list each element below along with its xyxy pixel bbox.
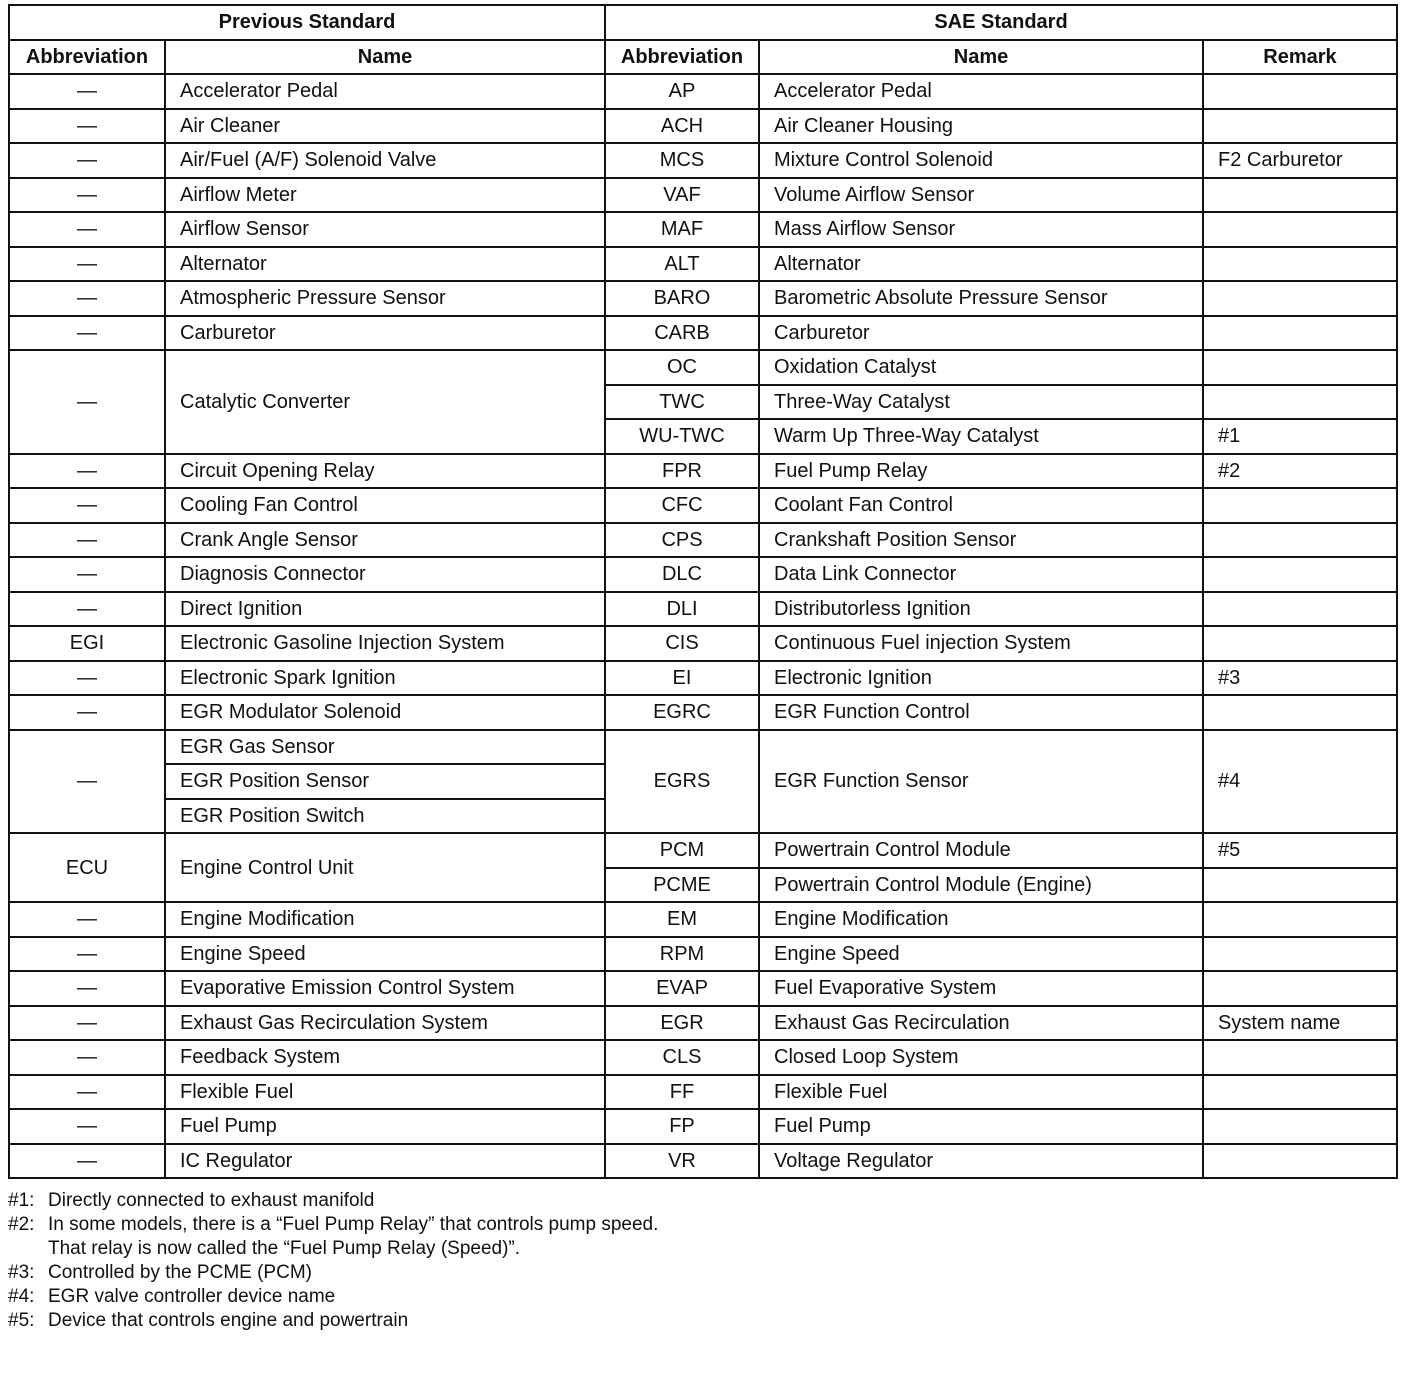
footnotes [8,1189,1396,1333]
remark-cell: #4 [1203,730,1397,834]
sae-name-cell: Alternator [759,247,1203,282]
table-row [9,488,1397,523]
prev-name-cell: Fuel Pump [165,1109,605,1144]
remark-cell: F2 Carburetor [1203,143,1397,178]
table-row [9,557,1397,592]
remark-cell [1203,695,1397,730]
table-row [9,1144,1397,1179]
sae-name-cell: Voltage Regulator [759,1144,1203,1179]
table-row [9,626,1397,661]
sae-name-cell: Mixture Control Solenoid [759,143,1203,178]
prev-abbreviation-cell: ECU [9,833,165,902]
footnote-tag: #2: [8,1214,35,1235]
prev-abbreviation-cell: — [9,178,165,213]
prev-name-cell: Alternator [165,247,605,282]
footnote [8,1261,1396,1285]
remark-cell [1203,1040,1397,1075]
footnote-tag: #4: [8,1286,35,1307]
sae-name-cell: Barometric Absolute Pressure Sensor [759,281,1203,316]
prev-name-cell: Atmospheric Pressure Sensor [165,281,605,316]
footnote-tag: #3: [8,1262,35,1283]
sae-name-cell: Continuous Fuel injection System [759,626,1203,661]
prev-name-cell: Exhaust Gas Recirculation System [165,1006,605,1041]
footnote-text: Controlled by the PCME (PCM) [48,1262,312,1283]
prev-name-header: Name [165,40,605,75]
footnote-text: In some models, there is a “Fuel Pump Relay” that controls pump speed. [48,1214,659,1235]
sae-abbreviation-cell: FP [605,1109,759,1144]
table-row [9,143,1397,178]
sae-name-cell: Coolant Fan Control [759,488,1203,523]
prev-name-cell: Feedback System [165,1040,605,1075]
sae-name-cell: Engine Speed [759,937,1203,972]
sae-name-cell: Oxidation Catalyst [759,350,1203,385]
prev-abbreviation-cell: — [9,523,165,558]
prev-name-cell: Accelerator Pedal [165,74,605,109]
table-row [9,730,1397,765]
table-row [9,316,1397,351]
table-row [9,281,1397,316]
remark-cell [1203,109,1397,144]
sae-name-cell: Mass Airflow Sensor [759,212,1203,247]
sae-name-cell: Data Link Connector [759,557,1203,592]
prev-abbreviation-cell: — [9,1109,165,1144]
sae-abbreviation-cell: EI [605,661,759,696]
prev-name-cell: Circuit Opening Relay [165,454,605,489]
prev-name-cell: IC Regulator [165,1144,605,1179]
prev-name-cell: Flexible Fuel [165,1075,605,1110]
prev-abbreviation-cell: — [9,557,165,592]
sae-name-cell: Carburetor [759,316,1203,351]
remark-cell [1203,557,1397,592]
remark-cell [1203,937,1397,972]
prev-abbreviation-cell: — [9,350,165,454]
table-row [9,247,1397,282]
footnote-text: Device that controls engine and powertrain [48,1310,409,1331]
sae-name-cell: Electronic Ignition [759,661,1203,696]
sae-name-cell: Three-Way Catalyst [759,385,1203,420]
prev-name-cell: Air Cleaner [165,109,605,144]
table-row [9,109,1397,144]
prev-name-cell: Engine Speed [165,937,605,972]
sae-abbreviation-cell: WU-TWC [605,419,759,454]
remark-cell: #2 [1203,454,1397,489]
prev-abbreviation-cell: — [9,695,165,730]
table-row [9,1006,1397,1041]
prev-name-cell: Air/Fuel (A/F) Solenoid Valve [165,143,605,178]
prev-abbreviation-cell: — [9,281,165,316]
sae-abbreviation-cell: PCME [605,868,759,903]
prev-name-cell: Airflow Sensor [165,212,605,247]
prev-name-cell: EGR Position Switch [165,799,605,834]
remark-cell [1203,350,1397,385]
sae-name-cell: Distributorless Ignition [759,592,1203,627]
sae-abbreviation-cell: OC [605,350,759,385]
remark-cell [1203,488,1397,523]
prev-abbreviation-header: Abbreviation [9,40,165,75]
sae-name-cell: Crankshaft Position Sensor [759,523,1203,558]
prev-name-cell: Catalytic Converter [165,350,605,454]
remark-cell [1203,592,1397,627]
abbreviation-sheet [8,4,1396,1333]
remark-cell [1203,281,1397,316]
sae-name-cell: EGR Function Sensor [759,730,1203,834]
footnote [8,1213,1396,1237]
table-row [9,937,1397,972]
footnote [8,1189,1396,1213]
prev-name-cell: Electronic Spark Ignition [165,661,605,696]
prev-abbreviation-cell: — [9,1144,165,1179]
prev-abbreviation-cell: — [9,212,165,247]
remark-cell [1203,74,1397,109]
sae-abbreviation-cell: EGRS [605,730,759,834]
sae-name-cell: Volume Airflow Sensor [759,178,1203,213]
footnote-continuation: That relay is now called the “Fuel Pump Relay (Speed)”. [48,1238,521,1259]
sae-name-cell: Air Cleaner Housing [759,109,1203,144]
table-row [9,661,1397,696]
prev-abbreviation-cell: — [9,730,165,834]
prev-name-cell: Cooling Fan Control [165,488,605,523]
table-row [9,523,1397,558]
prev-abbreviation-cell: — [9,109,165,144]
sae-name-cell: Closed Loop System [759,1040,1203,1075]
prev-abbreviation-cell: — [9,143,165,178]
prev-name-cell: EGR Modulator Solenoid [165,695,605,730]
table-row [9,212,1397,247]
prev-abbreviation-cell: EGI [9,626,165,661]
remark-cell [1203,1075,1397,1110]
remark-cell [1203,523,1397,558]
table-row [9,1040,1397,1075]
sae-name-cell: Powertrain Control Module [759,833,1203,868]
table-row [9,454,1397,489]
sae-abbreviation-cell: EGR [605,1006,759,1041]
table-row [9,1075,1397,1110]
remark-cell [1203,212,1397,247]
sae-abbreviation-cell: CPS [605,523,759,558]
prev-name-cell: Crank Angle Sensor [165,523,605,558]
sae-abbreviation-cell: CFC [605,488,759,523]
prev-abbreviation-cell: — [9,1075,165,1110]
prev-abbreviation-cell: — [9,74,165,109]
table-row [9,1109,1397,1144]
prev-name-cell: Carburetor [165,316,605,351]
sae-abbreviation-cell: AP [605,74,759,109]
sae-name-cell: Exhaust Gas Recirculation [759,1006,1203,1041]
footnote [8,1285,1396,1309]
column-header-row [9,40,1397,75]
sae-standard-header: SAE Standard [605,5,1397,40]
sae-abbreviation-cell: CLS [605,1040,759,1075]
prev-name-cell: Engine Control Unit [165,833,605,902]
sae-abbreviation-cell: FPR [605,454,759,489]
table-row [9,74,1397,109]
prev-name-cell: Direct Ignition [165,592,605,627]
sae-abbreviation-cell: BARO [605,281,759,316]
sae-abbreviation-cell: MCS [605,143,759,178]
table-row [9,178,1397,213]
footnote [8,1309,1396,1333]
sae-abbreviation-cell: CIS [605,626,759,661]
remark-cell [1203,178,1397,213]
sae-name-cell: Fuel Pump [759,1109,1203,1144]
remark-cell [1203,385,1397,420]
sae-abbreviation-cell: DLC [605,557,759,592]
table-row [9,350,1397,385]
prev-abbreviation-cell: — [9,971,165,1006]
prev-abbreviation-cell: — [9,1040,165,1075]
remark-cell [1203,902,1397,937]
sae-abbreviation-cell: FF [605,1075,759,1110]
sae-abbreviation-cell: TWC [605,385,759,420]
sae-name-cell: Accelerator Pedal [759,74,1203,109]
prev-name-cell: Diagnosis Connector [165,557,605,592]
previous-standard-header: Previous Standard [9,5,605,40]
remark-cell: #1 [1203,419,1397,454]
prev-name-cell: EGR Gas Sensor [165,730,605,765]
sae-name-cell: EGR Function Control [759,695,1203,730]
sae-abbreviation-header: Abbreviation [605,40,759,75]
sae-abbreviation-cell: VR [605,1144,759,1179]
remark-cell [1203,247,1397,282]
table-row [9,971,1397,1006]
sae-name-header: Name [759,40,1203,75]
sae-abbreviation-cell: ALT [605,247,759,282]
prev-abbreviation-cell: — [9,454,165,489]
sae-abbreviation-cell: MAF [605,212,759,247]
sae-abbreviation-cell: ACH [605,109,759,144]
table-row [9,695,1397,730]
footnote-tag: #5: [8,1310,35,1331]
remark-cell [1203,1109,1397,1144]
sae-abbreviation-cell: VAF [605,178,759,213]
remark-cell: #5 [1203,833,1397,868]
prev-name-cell: Evaporative Emission Control System [165,971,605,1006]
footnote-tag: #1: [8,1190,35,1211]
sae-name-cell: Warm Up Three-Way Catalyst [759,419,1203,454]
prev-abbreviation-cell: — [9,488,165,523]
sae-name-cell: Fuel Evaporative System [759,971,1203,1006]
remark-cell [1203,868,1397,903]
prev-abbreviation-cell: — [9,661,165,696]
remark-cell [1203,971,1397,1006]
sae-abbreviation-cell: EGRC [605,695,759,730]
table-row [9,592,1397,627]
table-body [9,74,1397,1178]
prev-abbreviation-cell: — [9,247,165,282]
sae-name-cell: Powertrain Control Module (Engine) [759,868,1203,903]
sae-abbreviation-cell: EVAP [605,971,759,1006]
remark-header: Remark [1203,40,1397,75]
sae-abbreviation-cell: CARB [605,316,759,351]
footnote-text: Directly connected to exhaust manifold [48,1190,375,1211]
group-header-row [9,5,1397,40]
sae-abbreviation-cell: RPM [605,937,759,972]
prev-abbreviation-cell: — [9,592,165,627]
remark-cell [1203,316,1397,351]
abbreviation-table [8,4,1398,1179]
remark-cell: #3 [1203,661,1397,696]
sae-abbreviation-cell: PCM [605,833,759,868]
prev-name-cell: EGR Position Sensor [165,764,605,799]
remark-cell: System name [1203,1006,1397,1041]
sae-name-cell: Flexible Fuel [759,1075,1203,1110]
table-row [9,833,1397,868]
remark-cell [1203,626,1397,661]
sae-name-cell: Fuel Pump Relay [759,454,1203,489]
prev-abbreviation-cell: — [9,937,165,972]
table-row [9,902,1397,937]
prev-abbreviation-cell: — [9,902,165,937]
sae-name-cell: Engine Modification [759,902,1203,937]
sae-abbreviation-cell: EM [605,902,759,937]
prev-name-cell: Airflow Meter [165,178,605,213]
remark-cell [1203,1144,1397,1179]
footnote-text: EGR valve controller device name [48,1286,336,1307]
sae-abbreviation-cell: DLI [605,592,759,627]
prev-abbreviation-cell: — [9,316,165,351]
prev-name-cell: Engine Modification [165,902,605,937]
prev-name-cell: Electronic Gasoline Injection System [165,626,605,661]
prev-abbreviation-cell: — [9,1006,165,1041]
